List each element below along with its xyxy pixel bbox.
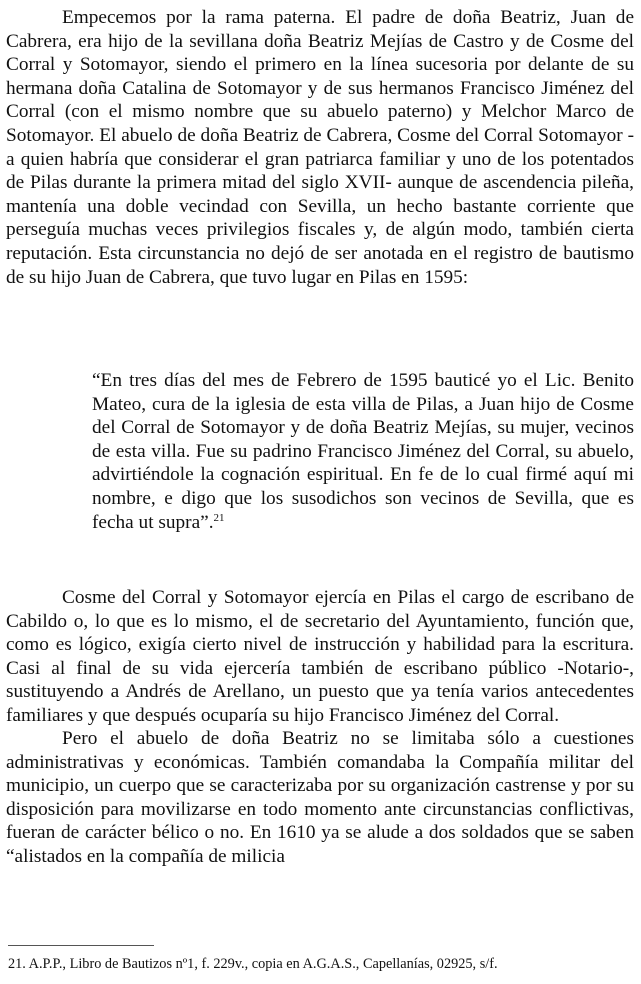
paragraph-paternal-lineage: Empecemos por la rama paterna. El padre de doña Beatriz, Juan de Cabrera, era hijo de la sevillana doña Beatriz Mejías de Castro y de Cosme del Corral y Sotomayor, siendo el primero en la línea sucesoria por delante de su hermana doña Catalina de Sotomayor y de sus hermanos Francisco Jiménez del Corral (con el mismo nombre que su abuelo paterno) y Melchor Marco de Sotomayor. El abuelo de doña Beatriz de Cabrera, Cosme del Corral Sotomayor -a quien habría que considerar el gran patriarca familiar y uno de los potentados de Pilas durante la primera mitad del siglo XVII- aunque de ascendencia pileña, mantenía una doble vecindad con Sevilla, un hecho bastante corriente que perseguía muchas veces privilegios fiscales y, de algún modo, también cierta reputación. Esta circunstancia no dejó de ser anotada en el registro de bautismo de su hijo Juan de Cabrera, que tuvo lugar en Pilas en 1595:	[6, 7, 634, 288]
footnote-reference: 21	[213, 511, 225, 524]
paragraph-militia-company: Pero el abuelo de doña Beatriz no se limitaba sólo a cuestiones administrativas y económicas. También comandaba la Compañía militar del municipio, un cuerpo que se caracterizaba por su organización castrense y por su disposición para movilizarse en todo momento ante circunstancias conflictivas, fueran de carácter bélico o no. En 1610 ya se alude a dos soldados que se saben “alistados en la compañía de milicia	[6, 728, 634, 867]
footnote-21: 21. A.P.P., Libro de Bautizos nº1, f. 229v., copia en A.G.A.S., Capellanías, 02925, s/f.	[8, 956, 498, 972]
baptism-record-quote	[92, 369, 634, 534]
paragraph-escribano-cabildo: Cosme del Corral y Sotomayor ejercía en Pilas el cargo de escribano de Cabildo o, lo que es lo mismo, el de secretario del Ayuntamiento, función que, como es lógico, exigía cierto nivel de instrucción y habilidad para la escritura. Casi al final de su vida ejercería también de escribano público -Notario-, sustituyendo a Andrés de Arellano, un puesto que ya tenía varios antecedentes familiares y que después ocuparía su hijo Francisco Jiménez del Corral.	[6, 587, 634, 726]
quote-text: “En tres días del mes de Febrero de 1595 bauticé yo el Lic. Benito Mateo, cura de la iglesia de esta villa de Pilas, a Juan hijo de Cosme del Corral de Sotomayor y de doña Beatriz Mejías, su mujer, vecinos de esta villa. Fue su padrino Francisco Jiménez del Corral, su abuelo, advirtiéndole la cognación espiritual. En fe de lo cual firmé aquí mi nombre, e digo que los susodichos son vecinos de Sevilla, que es fecha ut supra”.	[92, 370, 634, 533]
footnote-separator	[8, 945, 154, 946]
